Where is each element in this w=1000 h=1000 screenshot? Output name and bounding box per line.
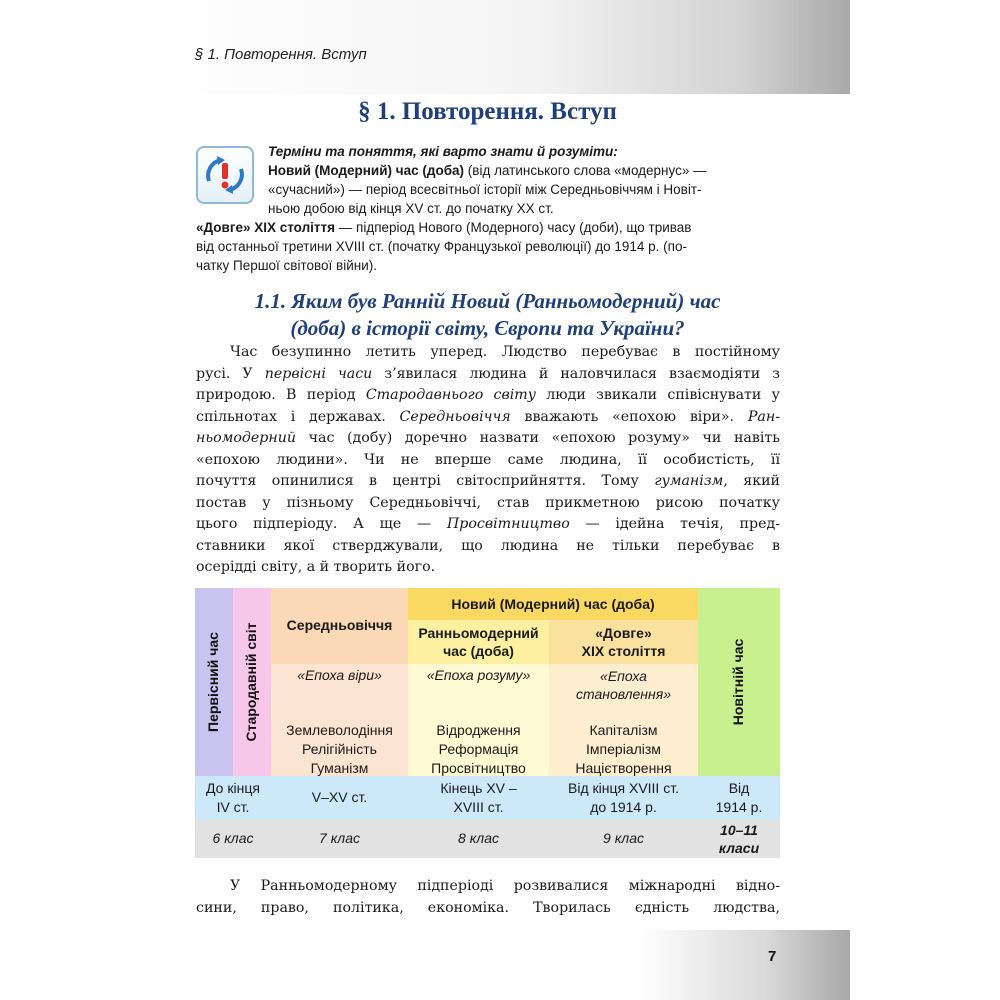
grade-6: 6 клас bbox=[212, 830, 254, 846]
p1-line-2 bbox=[196, 364, 780, 386]
p1-text: — ідейна течія, пред- bbox=[569, 516, 780, 532]
p1-text: з’явилася людина й наловчилася взаємодіяти з bbox=[372, 365, 780, 382]
p1-text: цього підперіоду. А ще — bbox=[196, 516, 447, 532]
date-line: Від кінця XVIII ст. bbox=[568, 780, 679, 796]
p1-text: почуття опинилися в центрі світосприйняття. Тому bbox=[196, 473, 655, 489]
epoch-early: «Епоха розуму» bbox=[426, 667, 531, 683]
p2-line-1: У Ранньомодерному підперіоді розвивалися міжнародні відно- bbox=[230, 878, 780, 894]
date-line: До кінця bbox=[206, 780, 260, 796]
term-1-name: Новий (Модерний) час (доба) bbox=[268, 163, 465, 178]
grade-10-11 bbox=[698, 821, 780, 857]
p1-line-8: постав у пізньому Середньовіччі, став прикметною рисою початку bbox=[196, 494, 780, 511]
p1-text: природою. В період bbox=[196, 387, 366, 403]
epoch-long-line: становлення» bbox=[576, 686, 671, 702]
features-early bbox=[408, 721, 549, 778]
grade-9: 9 клас bbox=[603, 830, 644, 846]
feature-item: Просвітництво bbox=[431, 760, 526, 776]
p1-italic-term: гуманізм bbox=[654, 473, 724, 489]
term-2-name: «Довге» XIX століття bbox=[196, 220, 336, 235]
page-footer-band bbox=[148, 930, 850, 1000]
right-margin bbox=[850, 0, 1000, 1000]
subsection-title-line-2: (доба) в історії світу, Європи та України? bbox=[290, 316, 685, 340]
grade-7: 7 клас bbox=[319, 830, 360, 846]
grade-line: 10–11 bbox=[720, 822, 758, 838]
feature-item: Націєтворення bbox=[575, 760, 672, 776]
running-head: § 1. Повторення. Вступ bbox=[195, 46, 367, 63]
col-early-modern-line: час (доба) bbox=[443, 643, 514, 659]
term-1-line-2: «сучасний») — період всесвітньої історії між Середньовіччям і Новіт- bbox=[268, 182, 702, 197]
date-line: 1914 р. bbox=[715, 799, 763, 815]
p1-line-9 bbox=[196, 514, 780, 536]
feature-item: Реформація bbox=[438, 741, 519, 757]
col-long19 bbox=[549, 620, 698, 664]
p1-line-4 bbox=[196, 407, 780, 429]
epoch-long-line: «Епоха bbox=[600, 668, 647, 684]
col-long19-line: XIX століття bbox=[581, 643, 666, 659]
date-middle: V–XV ст. bbox=[311, 789, 368, 805]
p1-line-5 bbox=[196, 428, 780, 450]
feature-item: Релігійність bbox=[302, 741, 377, 757]
p1-line-10: ставники якої стверджували, що людина не тільки перебуває в bbox=[196, 537, 780, 554]
term-2-line-3: чатку Першої світової війни). bbox=[196, 258, 377, 273]
page-number: 7 bbox=[768, 948, 777, 965]
date-line: до 1914 р. bbox=[590, 799, 657, 815]
date-primitive bbox=[195, 779, 271, 817]
term-2-line-1 bbox=[196, 218, 780, 237]
col-modern: Новий (Модерний) час (доба) bbox=[408, 588, 698, 620]
date-line: Кінець XV – bbox=[440, 780, 517, 796]
feature-item: Капіталізм bbox=[589, 722, 658, 738]
p1-text: , який bbox=[723, 473, 780, 489]
terms-box bbox=[196, 142, 780, 275]
col-ancient: Стародавній світ bbox=[243, 622, 259, 742]
term-1-line-3: ньою добою від кінця XV ст. до початку XX ст. bbox=[268, 201, 554, 216]
section-title: § 1. Повторення. Вступ bbox=[358, 98, 617, 125]
p1-italic-term: ньомодерний bbox=[196, 430, 297, 446]
paragraph-2 bbox=[196, 876, 780, 919]
p1-italic-term: Просвітництво bbox=[446, 516, 570, 532]
col-primitive: Первісний час bbox=[205, 632, 221, 732]
p1-italic-term: Стародавнього світу bbox=[365, 387, 536, 403]
p1-line-1: Час безупинно летить уперед. Людство перебуває в постійному bbox=[230, 344, 780, 360]
p1-italic-term: Середньовіччя bbox=[399, 408, 511, 425]
col-early-modern bbox=[408, 620, 549, 664]
p1-line-3 bbox=[196, 385, 780, 407]
term-1-line-1 bbox=[196, 161, 780, 180]
term-2-line-2: від останньої третини XVIII ст. (початку Французької революції) до 1914 р. (по- bbox=[196, 239, 687, 254]
features-long bbox=[549, 721, 698, 778]
terms-heading: Терміни та поняття, які варто знати й розуміти: bbox=[268, 144, 618, 159]
p1-italic-term: Ран- bbox=[747, 408, 780, 425]
p1-text: люди звикали співіснувати у bbox=[535, 387, 780, 403]
epoch-middle: «Епоха віри» bbox=[297, 667, 382, 683]
features-middle bbox=[271, 721, 408, 778]
subsection-title bbox=[205, 288, 770, 342]
paragraph-1 bbox=[196, 342, 780, 579]
p1-text: час (добу) доречно назвати «епохою розуму» чи навіть bbox=[296, 430, 780, 446]
term-2-def-1: — підперіод Нового (Модерного) часу (доби), що тривав bbox=[335, 220, 692, 235]
col-early-modern-line: Ранньомодерний bbox=[418, 625, 539, 641]
p1-italic-term: первісні часи bbox=[264, 365, 373, 382]
feature-item: Гуманізм bbox=[310, 760, 369, 776]
col-long19-line: «Довге» bbox=[595, 625, 652, 641]
date-long bbox=[549, 779, 698, 817]
date-line: XVIII ст. bbox=[453, 799, 504, 815]
term-1-def-1: (від латинського слова «модернус» — bbox=[464, 163, 707, 178]
col-newest: Новітній час bbox=[730, 638, 746, 726]
date-early bbox=[408, 779, 549, 817]
feature-item: Землеволодіння bbox=[286, 722, 393, 738]
feature-item: Імперіалізм bbox=[586, 741, 661, 757]
p1-line-7 bbox=[196, 471, 780, 493]
feature-item: Відродження bbox=[436, 722, 521, 738]
date-line: IV ст. bbox=[216, 799, 250, 815]
date-line: Від bbox=[728, 780, 750, 796]
epoch-long bbox=[549, 667, 698, 703]
date-newest bbox=[698, 779, 780, 817]
p1-line-11: осерідді світу, а й творить його. bbox=[196, 559, 436, 575]
p1-text: спільнотах і державах. bbox=[196, 408, 400, 425]
subsection-title-line-1: 1.1. Яким був Ранній Новий (Ранньомодерний) час bbox=[254, 289, 721, 313]
p2-line-2: сини, право, політика, економіка. Творилась єдність людства, bbox=[196, 899, 780, 916]
p1-text: вважають «епохою віри». bbox=[510, 408, 748, 425]
p1-line-6: «епохою людини». Чи не вперше саме людина, її особистість, її bbox=[196, 451, 780, 468]
col-middle: Середньовіччя bbox=[271, 588, 408, 664]
p1-text: русі. У bbox=[196, 365, 265, 382]
grade-8: 8 клас bbox=[458, 830, 499, 846]
grade-line: класи bbox=[718, 840, 760, 856]
